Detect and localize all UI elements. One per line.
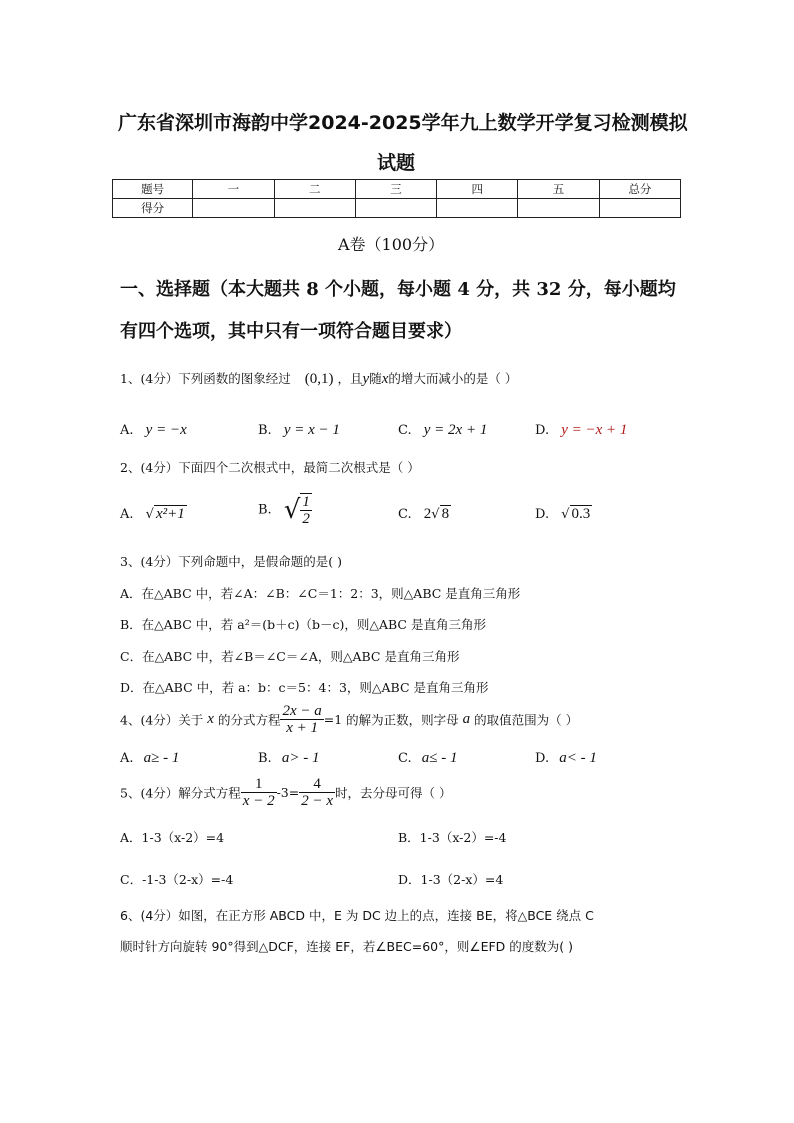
fraction-denominator: 2 bbox=[302, 511, 310, 527]
score-row-label: 得分 bbox=[113, 199, 193, 218]
q4-prefix: 4、(4分）关于 bbox=[120, 712, 204, 728]
option-letter: B. bbox=[258, 751, 272, 766]
fraction-numerator: 4 bbox=[299, 776, 335, 793]
score-table-score-row bbox=[113, 199, 681, 218]
q4-option-b[interactable] bbox=[258, 750, 319, 767]
q1-suffix: 的增大而减小的是（ ） bbox=[388, 371, 518, 386]
title-line-2: 试题 bbox=[377, 152, 416, 174]
q1-option-c[interactable] bbox=[398, 422, 487, 439]
score-table bbox=[112, 179, 681, 218]
score-input-cell[interactable] bbox=[355, 199, 436, 218]
q1-option-d[interactable] bbox=[535, 422, 627, 439]
option-letter: D. bbox=[535, 751, 550, 766]
q4-x: x bbox=[207, 711, 214, 727]
fraction-numerator: 1 bbox=[302, 494, 310, 510]
option-expr: 8 bbox=[441, 506, 450, 522]
q3-option-d[interactable]: D．在△ABC 中，若 a：b：c＝5：4：3，则△ABC 是直角三角形 bbox=[120, 680, 489, 695]
option-expr: 0.3 bbox=[571, 506, 591, 522]
q4-suffix1: 的解为正数，则字母 bbox=[346, 712, 459, 728]
option-expr: a> - 1 bbox=[281, 750, 320, 766]
q1-mid1: ，且 bbox=[337, 371, 363, 386]
option-fraction bbox=[300, 493, 312, 527]
score-cell: 一 bbox=[193, 180, 274, 199]
option-expr: y = 2x + 1 bbox=[423, 422, 488, 438]
option-letter: B. bbox=[258, 423, 272, 438]
q5-fraction-2 bbox=[299, 776, 335, 809]
score-input-cell[interactable] bbox=[437, 199, 518, 218]
q2-option-c[interactable]: C. 2√ 8 bbox=[398, 506, 450, 522]
q4-fraction bbox=[280, 703, 323, 736]
q5-prefix: 5、(4分）解分式方程 bbox=[120, 785, 241, 801]
score-cell: 总分 bbox=[599, 180, 680, 199]
option-letter: B. bbox=[258, 502, 272, 518]
q4-a: a bbox=[462, 711, 471, 727]
q4-eq: =1 bbox=[323, 712, 343, 727]
q4-option-a[interactable] bbox=[120, 750, 179, 767]
q5-option-d[interactable]: D．1-3（2-x）=4 bbox=[398, 872, 504, 887]
q1-mid2: 随 bbox=[369, 371, 382, 386]
question-6-line-2: 顺时针方向旋转 90°得到△DCF，连接 EF，若∠BEC=60°，则∠EFD 的度数为( ) bbox=[120, 939, 574, 954]
option-expr: a≤ - 1 bbox=[421, 750, 458, 766]
fraction-numerator: 2x − a bbox=[282, 703, 322, 719]
option-letter: C. bbox=[398, 423, 412, 438]
score-cell: 五 bbox=[518, 180, 599, 199]
q1-y: y bbox=[362, 371, 370, 387]
section-heading-line-1: 一、选择题（本大题共 8 个小题，每小题 4 分，共 32 分，每小题均 bbox=[120, 279, 676, 300]
q5-option-a[interactable]: A．1-3（x-2）=4 bbox=[120, 830, 225, 845]
score-cell: 三 bbox=[355, 180, 436, 199]
q4-suffix2: 的取值范围为（ ） bbox=[474, 712, 579, 728]
q5-mid: -3= bbox=[276, 785, 300, 800]
q5-option-c[interactable]: C．-1-3（2-x）=-4 bbox=[120, 872, 234, 887]
q2-option-b[interactable]: B. √ $\frac{1}{2}$ bbox=[258, 494, 310, 527]
option-letter: C. bbox=[398, 751, 412, 766]
q2-option-d[interactable]: D. √ 0.3 bbox=[535, 506, 591, 522]
q1-prefix: 1、(4分）下列函数的图象经过 bbox=[120, 371, 291, 386]
option-expr: y = −x + 1 bbox=[561, 422, 628, 438]
option-coef: 2 bbox=[423, 506, 432, 522]
fraction-numerator: 1 bbox=[241, 776, 277, 793]
option-expr: a≥ - 1 bbox=[143, 750, 180, 766]
q3-option-a[interactable]: A．在△ABC 中，若∠A：∠B：∠C＝1：2：3，则△ABC 是直角三角形 bbox=[120, 586, 521, 601]
score-input-cell[interactable] bbox=[193, 199, 274, 218]
question-2-stem: 2、(4分）下面四个二次根式中，最简二次根式是（ ） bbox=[120, 460, 420, 475]
title-line-1: 广东省深圳市海韵中学2024-2025学年九上数学开学复习检测模拟 bbox=[118, 112, 688, 134]
option-letter: C. bbox=[398, 507, 412, 522]
question-6-line-1: 6、(4分）如图，在正方形 ABCD 中，E 为 DC 边上的点，连接 BE，将△BCE 绕点 C bbox=[120, 908, 594, 923]
score-cell: 二 bbox=[274, 180, 355, 199]
fraction-denominator: x − 2 bbox=[242, 793, 275, 809]
q5-option-b[interactable]: B．1-3（x-2）=-4 bbox=[398, 830, 507, 845]
paper-label: A卷（100分） bbox=[338, 235, 445, 254]
q5-fraction-1 bbox=[241, 776, 277, 809]
option-expr: y = x − 1 bbox=[283, 422, 340, 438]
q4-option-d[interactable] bbox=[535, 750, 597, 767]
score-input-cell[interactable] bbox=[274, 199, 355, 218]
fraction-denominator: 2 − x bbox=[301, 793, 334, 809]
option-letter: D. bbox=[535, 507, 550, 522]
question-4-stem bbox=[120, 703, 578, 736]
q4-mid: 的分式方程 bbox=[217, 712, 281, 728]
q3-option-b[interactable]: B．在△ABC 中，若 a²＝(b＋c)（b－c)，则△ABC 是直角三角形 bbox=[120, 617, 486, 632]
q3-option-c[interactable]: C．在△ABC 中，若∠B＝∠C＝∠A，则△ABC 是直角三角形 bbox=[120, 649, 460, 664]
q5-suffix: 时，去分母可得（ ） bbox=[335, 785, 452, 801]
option-letter: A. bbox=[120, 507, 134, 522]
score-cell: 四 bbox=[437, 180, 518, 199]
q4-option-c[interactable] bbox=[398, 750, 458, 767]
question-1-stem bbox=[120, 369, 517, 388]
option-letter: D. bbox=[535, 423, 550, 438]
option-expr: a< - 1 bbox=[559, 750, 597, 766]
option-expr: y = −x bbox=[145, 422, 187, 438]
q1-point: (0,1) bbox=[304, 371, 334, 387]
q2-option-a[interactable]: A. √ x²+1 bbox=[120, 506, 185, 522]
score-table-header-row bbox=[113, 180, 681, 199]
option-letter: A. bbox=[120, 751, 134, 766]
score-input-cell[interactable] bbox=[599, 199, 680, 218]
q1-option-b[interactable] bbox=[258, 422, 340, 439]
q1-x: x bbox=[381, 371, 389, 387]
question-5-stem bbox=[120, 776, 452, 809]
score-input-cell[interactable] bbox=[518, 199, 599, 218]
fraction-denominator: x + 1 bbox=[286, 720, 318, 736]
option-letter: A. bbox=[120, 423, 134, 438]
score-cell: 题号 bbox=[113, 180, 193, 199]
option-expr: x²+1 bbox=[155, 506, 185, 522]
question-3-stem: 3、(4分）下列命题中，是假命题的是( ) bbox=[120, 554, 343, 569]
section-heading-line-2: 有四个选项，其中只有一项符合题目要求） bbox=[120, 321, 462, 342]
q1-option-a[interactable] bbox=[120, 422, 187, 439]
